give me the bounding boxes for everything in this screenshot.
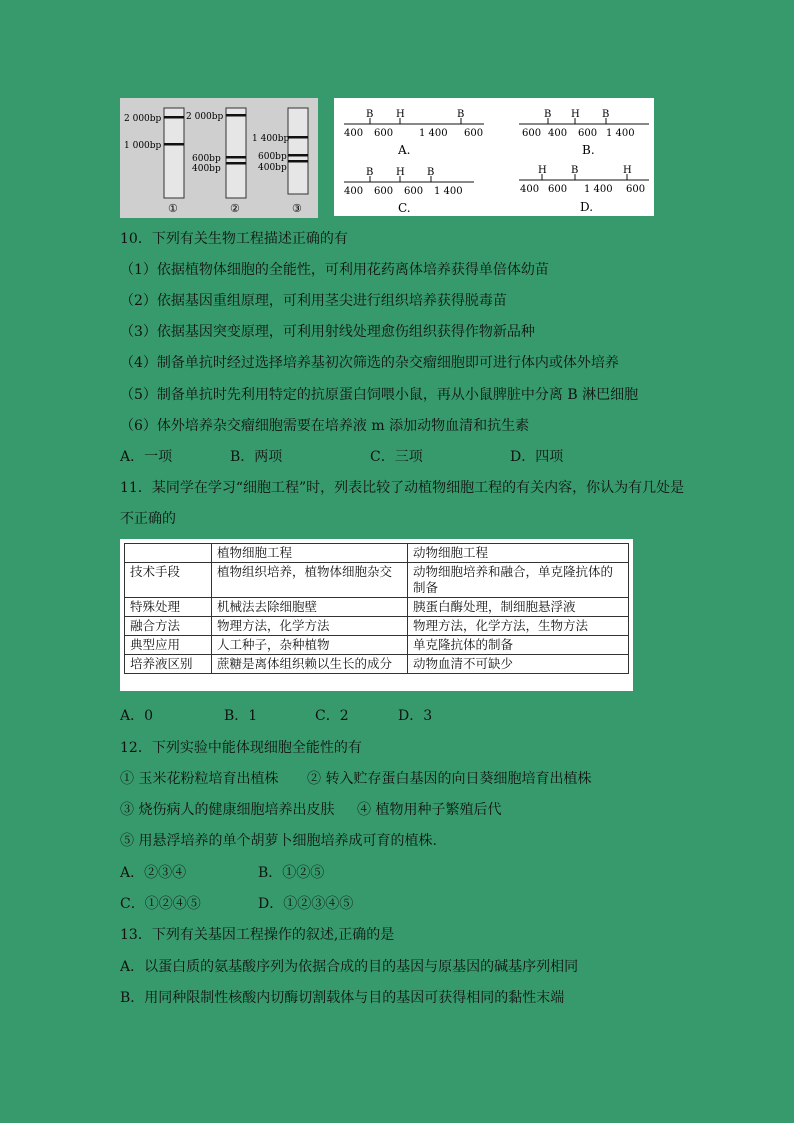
question-10-item: （2）依据基因重组原理，可利用茎尖进行组织培养获得脱毒苗 — [120, 293, 507, 309]
restriction-map-a — [344, 109, 484, 157]
gel-label: 2 000bp — [186, 112, 224, 122]
gel-label: 1 000bp — [124, 141, 162, 151]
gel-label: 2 000bp — [124, 114, 162, 124]
question-11-option-c: C．2 — [315, 708, 349, 724]
question-11-option-d: D．3 — [398, 708, 433, 724]
site-label: B — [602, 109, 610, 120]
table-row — [125, 563, 629, 598]
table-cell: 植物组织培养，植物体细胞杂交 — [212, 563, 408, 598]
gel-lane-number: ② — [230, 202, 240, 215]
table-cell: 人工种子，杂种植物 — [212, 636, 408, 655]
question-13-option-b: B．用同种限制性核酸内切酶切割载体与目的基因可获得相同的黏性末端 — [120, 990, 565, 1006]
site-label: B — [427, 167, 435, 178]
site-label: B — [366, 167, 374, 178]
map-option-label: B. — [582, 143, 595, 157]
question-12-option-b: B．①②⑤ — [258, 865, 325, 881]
table-cell: 物理方法，化学方法，生物方法 — [408, 617, 629, 636]
table-cell: 动物细胞工程 — [408, 544, 629, 563]
site-label: H — [623, 165, 632, 176]
question-10-item: （5）制备单抗时先利用特定的抗原蛋白饲喂小鼠，再从小鼠脾脏中分离 B 淋巴细胞 — [120, 387, 639, 403]
fragment-size: 600 — [374, 128, 394, 139]
question-12-option-d: D．①②③④⑤ — [258, 896, 354, 912]
question-12-item: ⑤ 用悬浮培养的单个胡萝卜细胞培养成可育的植株. — [120, 833, 437, 849]
table-cell — [125, 544, 212, 563]
gel-label: 400bp — [192, 164, 221, 174]
restriction-map-d — [519, 165, 649, 214]
table-cell: 机械法去除细胞壁 — [212, 598, 408, 617]
table-row — [125, 636, 629, 655]
fragment-size: 1 400 — [419, 128, 448, 139]
gel-lane-1 — [164, 108, 184, 198]
question-10-item: （6）体外培养杂交瘤细胞需要在培养液 m 添加动物血清和抗生素 — [120, 418, 530, 434]
restriction-maps — [334, 98, 654, 216]
question-12-stem: 12．下列实验中能体现细胞全能性的有 — [120, 740, 362, 756]
table-row — [125, 598, 629, 617]
map-option-label: D. — [580, 200, 594, 214]
question-10-stem: 10．下列有关生物工程描述正确的有 — [120, 231, 348, 247]
question-12-item: ④ 植物用种子繁殖后代 — [357, 802, 502, 818]
fragment-size: 600 — [578, 128, 598, 139]
table-cell: 动物血清不可缺少 — [408, 655, 629, 674]
gel-band — [226, 162, 246, 165]
table-cell: 特殊处理 — [125, 598, 212, 617]
gel-lane-number: ① — [168, 202, 178, 215]
question-10-option-c: C．三项 — [370, 449, 423, 465]
fragment-size: 1 400 — [606, 128, 635, 139]
gel-lane-3 — [288, 108, 308, 194]
table-cell: 物理方法，化学方法 — [212, 617, 408, 636]
question-12-option-c: C．①②④⑤ — [120, 896, 201, 912]
fragment-size: 1 400 — [434, 186, 463, 197]
table-row — [125, 617, 629, 636]
gel-label: 600bp — [192, 154, 221, 164]
table-cell: 蔗糖是离体组织赖以生长的成分 — [212, 655, 408, 674]
fragment-size: 600 — [522, 128, 542, 139]
site-label: B — [457, 109, 465, 120]
question-10-item: （1）依据植物体细胞的全能性，可利用花药离体培养获得单倍体幼苗 — [120, 262, 549, 278]
gel-lane-2 — [226, 108, 246, 198]
question-13-option-a: A．以蛋白质的氨基酸序列为依据合成的目的基因与原基因的碱基序列相同 — [120, 959, 579, 975]
question-11-stem: 11．某同学在学习“细胞工程”时，列表比较了动植物细胞工程的有关内容，你认为有几处是 — [120, 480, 685, 496]
fragment-size: 600 — [626, 184, 646, 195]
question-10-option-b: B．两项 — [230, 449, 283, 465]
fragment-size: 600 — [374, 186, 394, 197]
site-label: H — [396, 167, 405, 178]
map-option-label: A. — [398, 143, 411, 157]
question-13-stem: 13．下列有关基因工程操作的叙述,正确的是 — [120, 927, 395, 943]
gel-diagram — [120, 98, 318, 218]
table-cell: 单克隆抗体的制备 — [408, 636, 629, 655]
site-label: H — [538, 165, 547, 176]
question-10-option-d: D．四项 — [510, 449, 564, 465]
site-label: B — [366, 109, 374, 120]
question-12-item: ③ 烧伤病人的健康细胞培养出皮肤 — [120, 802, 335, 818]
question-12-item: ② 转入贮存蛋白基因的向日葵细胞培育出植株 — [307, 771, 592, 787]
fragment-size: 600 — [464, 128, 484, 139]
question-10-item: （3）依据基因突变原理，可利用射线处理愈伤组织获得作物新品种 — [120, 324, 535, 340]
question-11-option-b: B．1 — [224, 708, 258, 724]
site-label: B — [571, 165, 579, 176]
gel-band — [226, 156, 246, 159]
fragment-size: 600 — [548, 184, 568, 195]
table-header-row — [125, 544, 629, 563]
gel-lane-number: ③ — [292, 202, 302, 215]
table-cell: 技术手段 — [125, 563, 212, 598]
table-cell: 融合方法 — [125, 617, 212, 636]
table-cell: 典型应用 — [125, 636, 212, 655]
gel-band — [164, 116, 184, 119]
gel-band — [288, 136, 308, 139]
site-label: H — [396, 109, 405, 120]
question-11-option-a: A．0 — [120, 708, 154, 724]
gel-band — [226, 114, 246, 117]
gel-band — [288, 154, 308, 157]
restriction-map-options-figure — [334, 98, 654, 216]
gel-label: 400bp — [258, 163, 287, 173]
fragment-size: 400 — [344, 186, 364, 197]
site-label: H — [571, 109, 580, 120]
fragment-size: 400 — [520, 184, 540, 195]
question-12-option-a: A．②③④ — [120, 865, 187, 881]
fragment-size: 600 — [404, 186, 424, 197]
fragment-size: 1 400 — [584, 184, 613, 195]
gel-band — [288, 160, 308, 163]
table-cell: 动物细胞培养和融合，单克隆抗体的制备 — [408, 563, 629, 598]
restriction-map-b — [519, 109, 649, 157]
question-11-stem-continued: 不正确的 — [120, 511, 176, 527]
table-cell: 植物细胞工程 — [212, 544, 408, 563]
question-10-option-a: A．一项 — [120, 449, 173, 465]
fragment-size: 400 — [344, 128, 364, 139]
gel-band — [164, 143, 184, 146]
fragment-size: 400 — [548, 128, 568, 139]
question-10-item: （4）制备单抗时经过选择培养基初次筛选的杂交瘤细胞即可进行体内或体外培养 — [120, 355, 619, 371]
table-cell: 胰蛋白酶处理，制细胞悬浮液 — [408, 598, 629, 617]
map-option-label: C. — [398, 201, 411, 215]
restriction-map-c — [344, 167, 474, 215]
site-label: B — [544, 109, 552, 120]
table-cell: 培养液区别 — [125, 655, 212, 674]
gel-label: 600bp — [258, 152, 287, 162]
gel-label: 1 400bp — [252, 134, 290, 144]
cell-engineering-comparison-table — [120, 539, 633, 691]
table-row — [125, 655, 629, 674]
gel-electrophoresis-figure — [120, 98, 318, 218]
question-12-item: ① 玉米花粉粒培育出植株 — [120, 771, 279, 787]
